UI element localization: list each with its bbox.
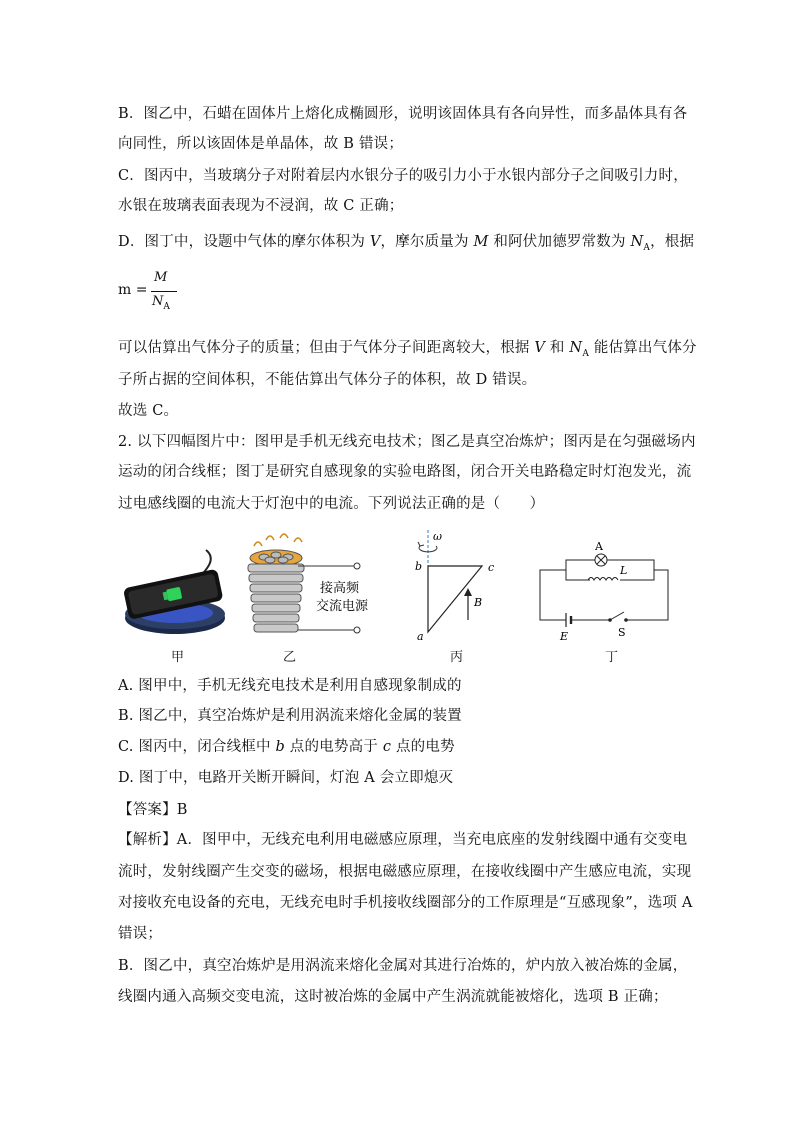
battery-label: E <box>560 630 569 643</box>
text-segment: 和 <box>545 340 570 356</box>
math-subscript: A <box>643 243 651 253</box>
math-var: V <box>369 234 381 250</box>
vertex-c-label: c <box>488 561 495 574</box>
switch-label: S <box>618 626 626 639</box>
text-line <box>118 338 697 364</box>
text-line: B．图乙中，石蜡在固体片上熔化成椭圆形，说明该固体具有各向异性，而多晶体具有各 <box>118 106 688 122</box>
figure-yi-vacuum-furnace <box>236 528 396 668</box>
lamp-label: A <box>595 540 603 553</box>
text-segment: 点的电势 <box>391 739 455 755</box>
figure-caption: 甲 <box>171 650 185 665</box>
formula-numerator: M <box>154 270 168 285</box>
text-line: 故选 C。 <box>118 403 179 419</box>
text-segment: 能估算出气体分 <box>589 340 697 356</box>
text-segment: 可以估算出气体分子的质量；但由于气体分子间距离较大，根据 <box>118 340 535 356</box>
explanation-line: 【解析】A．图甲中，无线充电利用电磁感应原理，当充电底座的发射线圈中通有交变电 <box>118 832 688 848</box>
text-line: C．图丙中，当玻璃分子对附着层内水银分子的吸引力小于水银内部分子之间吸引力时， <box>118 168 688 184</box>
option-c <box>118 737 455 757</box>
formula-lhs: m = <box>118 282 148 298</box>
explanation-line: 线圈内通入高频交变电流，这时被冶炼的金属中产生涡流就能被熔化，选项 B 正确； <box>118 989 668 1005</box>
text-line: 水银在玻璃表面表现为不浸润，故 C 正确； <box>118 198 404 214</box>
field-b-label: B <box>474 596 483 609</box>
text-segment: ，摩尔质量为 <box>380 234 474 250</box>
fraction-bar <box>151 291 177 292</box>
omega-label: ω <box>433 530 442 543</box>
vertex-a-label: a <box>417 630 424 643</box>
figure-caption: 丙 <box>450 650 464 665</box>
figure-caption: 乙 <box>283 650 297 665</box>
text-segment: D．图丁中，设题中气体的摩尔体积为 <box>118 234 370 250</box>
math-var: N <box>630 234 644 250</box>
formula-denominator <box>152 294 170 312</box>
text-segment: 点的电势高于 <box>285 739 383 755</box>
text-line: 向同性，所以该固体是单晶体，故 B 错误； <box>118 136 404 152</box>
vertex-b-label: b <box>415 560 423 573</box>
text-segment: ，根据 <box>650 234 695 250</box>
text-segment: 和阿伏加德罗常数为 <box>488 234 631 250</box>
den-var: N <box>152 294 164 309</box>
answer-line: 【答案】B <box>118 802 188 818</box>
math-var: V <box>534 340 546 356</box>
text-line: 子所占据的空间体积，不能估算出气体分子的体积，故 D 错误。 <box>118 372 537 388</box>
furnace-label-1: 接高频 <box>320 581 360 596</box>
text-line <box>118 232 694 258</box>
inductor-label: L <box>620 564 628 577</box>
den-subscript: A <box>163 302 170 312</box>
figure-caption: 丁 <box>605 650 619 665</box>
option-d: D. 图丁中，电路开关断开瞬间，灯泡 A 会立即熄灭 <box>118 770 454 786</box>
explanation-line: 流时，发射线圈产生交变的磁场，根据电磁感应原理，在接收线圈中产生感应电流，实现 <box>118 864 692 880</box>
formula-m-equals-m-over-na <box>118 270 198 316</box>
question-line: 2. 以下四幅图片中：图甲是手机无线充电技术；图乙是真空冶炼炉；图丙是在匀强磁场内 <box>118 434 696 450</box>
math-var: b <box>275 739 285 755</box>
math-var: c <box>382 739 392 755</box>
math-subscript: A <box>582 349 590 359</box>
math-var: M <box>473 234 489 250</box>
question-line: 运动的闭合线框；图丁是研究自感现象的实验电路图，闭合开关电路稳定时灯泡发光，流 <box>118 464 692 480</box>
text-segment: C. 图丙中，闭合线框中 <box>118 739 276 755</box>
math-var: N <box>569 340 583 356</box>
explanation-line: 对接收充电设备的充电，无线充电时手机接收线圈部分的工作原理是“互感现象”，选项 A <box>118 895 693 911</box>
explanation-line: 错误； <box>118 926 163 942</box>
option-a: A. 图甲中，手机无线充电技术是利用自感现象制成的 <box>118 678 462 694</box>
option-b: B. 图乙中，真空冶炼炉是利用涡流来熔化金属的装置 <box>118 708 462 724</box>
furnace-label-2: 交流电源 <box>316 599 369 614</box>
question-line: 过电感线圈的电流大于灯泡中的电流。下列说法正确的是（ ） <box>118 496 545 512</box>
explanation-line: B．图乙中，真空冶炼炉是用涡流来熔化金属对其进行冶炼的，炉内放入被冶炼的金属， <box>118 958 688 974</box>
